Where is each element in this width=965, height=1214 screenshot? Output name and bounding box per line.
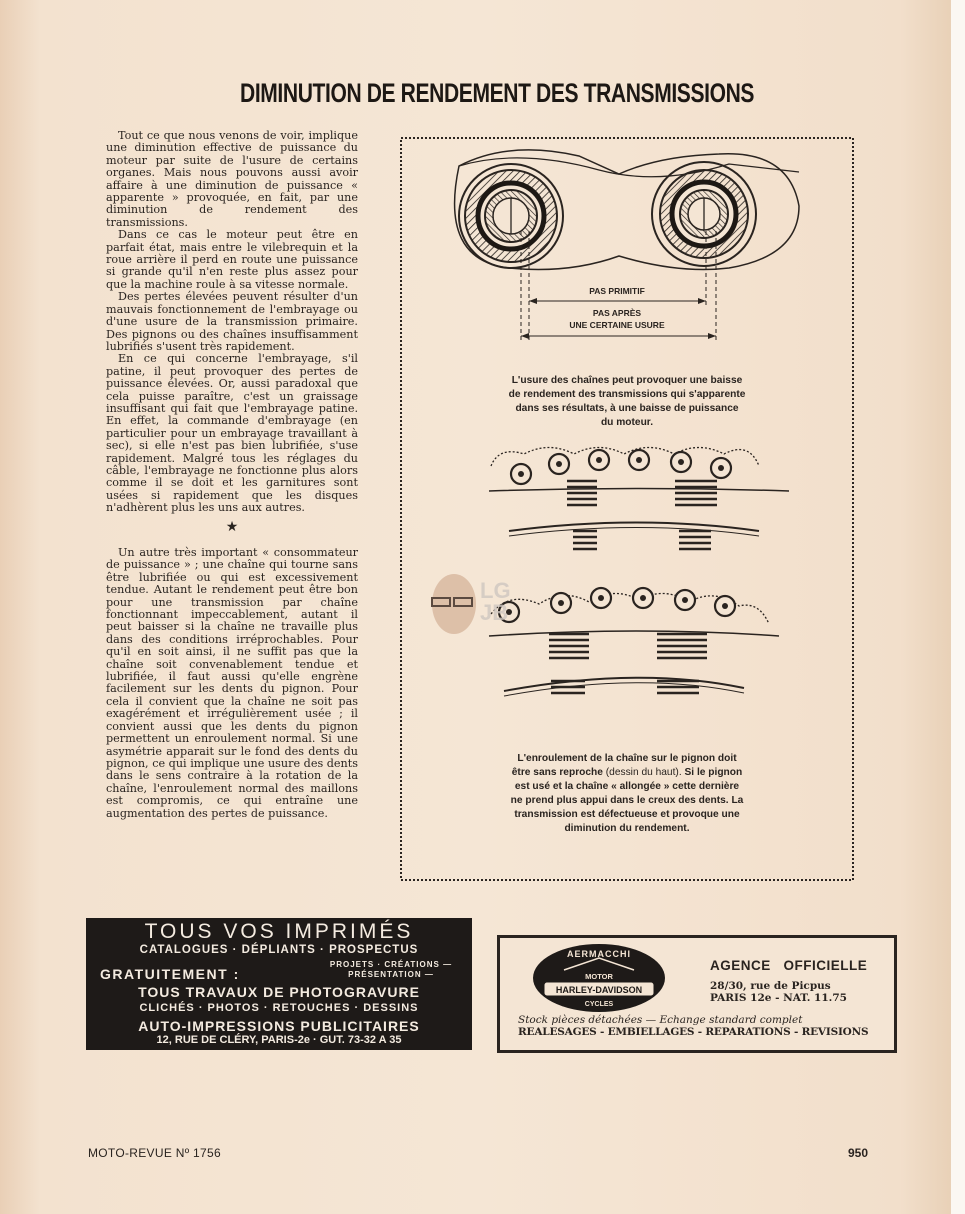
sprocket-top-drawing [489, 448, 789, 550]
ad-line: AUTO-IMPRESSIONS PUBLICITAIRES [138, 1018, 420, 1034]
dealer-title: AGENCE OFFICIELLE [710, 958, 868, 973]
ad-line: GRATUITEMENT : [100, 966, 240, 982]
caption-line: du moteur. [600, 417, 654, 428]
caption-line: transmission est défectueuse et provoque une [514, 809, 740, 820]
ad-line: TOUS TRAVAUX DE PHOTOGRAVURE [138, 984, 420, 1000]
logo-motor: MOTOR [585, 972, 613, 981]
figure-box [399, 136, 855, 882]
dealer-advert [497, 935, 897, 1053]
scan-edge [951, 0, 965, 1214]
paragraph: Un autre très important « consommateur de puissance » ; une chaîne qui tourne sans être lubrifiée ou qui est excessivement tendue. Autant le rendement peut être bon pour une transmission par chaîne fonctionnant impeccablement, autant il peut baisser si la chaîne ne travaille plus dans des conditions irréprochables. Pour qu'il en soit ainsi, il ne suffit pas que la chaîne soit convenablement tendue et lubrifiée, il faut aussi qu'elle engrène facilement sur les dents du pignon. Pour cela il convient que la chaîne ne soit pas exagérément et irrégulièrement usée ; il convient aussi que les dents du pignon permettent un enroulement normal. Si une asymétrie apparait sur le fond des dents du pignon, ce qui implique une usure des dents dans le sens contraire à la rotation de la chaîne, l'enroulement normal des maillons est compromis, ce qui entraîne une augmentation des pertes de puissance. [106, 546, 358, 820]
figure-caption-2 [427, 752, 827, 836]
logo-brand: HARLEY-DAVIDSON [555, 985, 643, 995]
caption-light: (dessin du haut). [602, 767, 685, 778]
caption-line: diminution du rendement. [564, 823, 690, 834]
ad-line: CATALOGUES · DÉPLIANTS · PROSPECTUS [139, 944, 419, 956]
ad-line: PROJETS · CRÉATIONS — PRÉSENTATION — [329, 960, 453, 979]
caption-bold: être sans reproche [511, 767, 603, 778]
harley-davidson-logo [524, 940, 674, 1014]
caption-line [427, 766, 827, 780]
paragraph: Tout ce que nous venons de voir, implique une diminution effective de puissance du moteur par suite de l'usure de certains organes. Mais nous pouvons aussi avoir affaire à une diminution de puissance « apparente » provoquée, en fait, par une diminution de rendement des transmissions. [106, 129, 358, 229]
watermark-text: LG JB [480, 578, 511, 625]
watermark [428, 568, 538, 648]
label-worn-1: PAS APRÈS [592, 308, 642, 318]
dealer-address: 28/30, rue de Picpus [710, 980, 831, 992]
page-title: DIMINUTION DE RENDEMENT DES TRANSMISSIONS [240, 78, 755, 108]
label-worn-2: UNE CERTAINE USURE [569, 320, 665, 330]
caption-line: de rendement des transmissions qui s'apparente [508, 389, 746, 400]
ad-line: 12, RUE DE CLÉRY, PARIS-2e · GUT. 73-32 A 35 [156, 1034, 402, 1046]
caption-line: L'usure des chaînes peut provoquer une baisse [511, 375, 743, 386]
article-column [106, 130, 358, 820]
caption-line: est usé et la chaîne « allongée » cette dernière [514, 781, 740, 792]
caption-line: L'enroulement de la chaîne sur le pignon doit [517, 753, 737, 764]
paragraph: En ce qui concerne l'embrayage, s'il patine, il peut provoquer des pertes de puissance élevées. Or, aussi paradoxal que cela puisse paraître, c'est un graissage insuffisant qui fait que l'embrayage patine. En effet, la commande d'embrayage (en particulier pour un embrayage travaillant à sec), si elle n'est pas bien lubrifiée, s'use rapidement. Malgré tous les réglages du câble, l'embrayage ne fonctionne plus alors comme il se doit et les garnitures sont usées si rapidement que les disques n'adhèrent plus les uns aux autres. [106, 352, 358, 515]
logo-aermacchi: AERMACCHI [567, 949, 631, 959]
label-pitch: PAS PRIMITIF [589, 286, 645, 296]
page-number: 950 [848, 1146, 869, 1160]
dealer-stock: Stock pièces détachées — Echange standard complet [518, 1014, 803, 1026]
footer-magazine: MOTO-REVUE Nº 1756 [88, 1146, 221, 1160]
star-separator: ★ [225, 518, 239, 535]
ad-line: CLICHÉS · PHOTOS · RETOUCHES · DESSINS [139, 1002, 419, 1014]
caption-line: dans ses résultats, à une baisse de puissance [515, 403, 739, 414]
figure-caption-1 [427, 374, 827, 430]
logo-cycles: CYCLES [584, 1001, 614, 1008]
ad-headline: TOUS VOS IMPRIMÉS [144, 920, 414, 943]
paragraph: Dans ce cas le moteur peut être en parfait état, mais entre le vilebrequin et la roue arrière il perd en route une puissance si grande qu'il n'en reste plus assez pour que la machine roule à sa vitesse normale. [106, 228, 358, 291]
paragraph: Des pertes élevées peuvent résulter d'un mauvais fonctionnement de l'embrayage ou d'une usure de la transmission primaire. Des pignons ou des chaînes insuffisamment lubrifiés s'usent très rapidement. [106, 290, 358, 353]
caption-line: ne prend plus appui dans le creux des dents. La [510, 795, 744, 806]
dealer-services: REALESAGES - EMBIELLAGES - REPARATIONS - REVISIONS [518, 1026, 869, 1038]
caption-bold: Si le pignon [684, 767, 743, 778]
dealer-city-phone: PARIS 12e - NAT. 11.75 [710, 992, 847, 1004]
printing-advert [86, 918, 472, 1050]
